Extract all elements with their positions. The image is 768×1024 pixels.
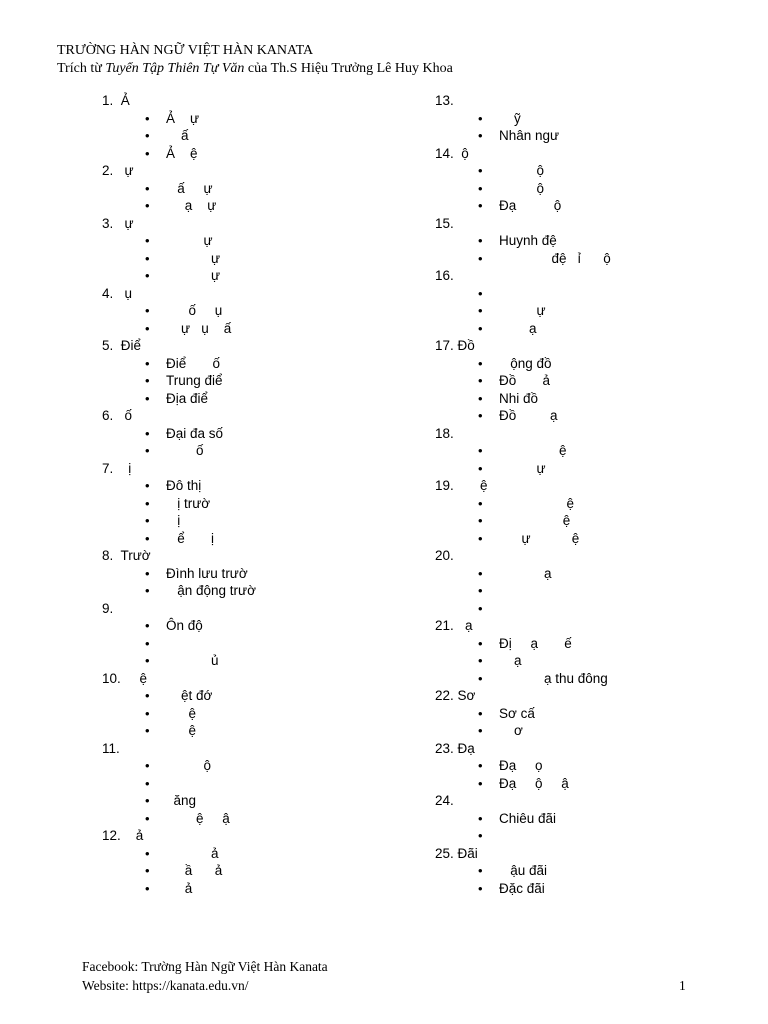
bullet-icon: • xyxy=(478,670,483,686)
sub-item-text: ệ xyxy=(499,443,567,458)
list-item xyxy=(435,687,735,740)
sub-item-text: ệ xyxy=(166,705,197,721)
item-heading: 16. xyxy=(435,268,454,283)
sub-item xyxy=(435,565,735,583)
sub-item xyxy=(435,285,735,303)
list-item xyxy=(435,477,735,547)
item-heading: 7. ị xyxy=(102,460,132,476)
sub-item xyxy=(435,705,735,723)
sub-item xyxy=(435,530,735,548)
bullet-icon: • xyxy=(478,128,483,143)
sub-item xyxy=(435,390,735,408)
item-heading: 2. ự xyxy=(102,163,134,178)
sub-item-text: ệ xyxy=(499,513,571,528)
list-item xyxy=(435,792,735,845)
sub-item-text: Địa điể xyxy=(166,390,209,406)
bullet-icon: • xyxy=(478,530,483,546)
list-item xyxy=(102,460,402,548)
bullet-icon: • xyxy=(478,233,483,248)
item-heading: 22. Sơ xyxy=(435,688,476,703)
sub-item-text: ạ xyxy=(499,565,552,581)
sub-item-text: ự xyxy=(499,303,546,318)
sub-item-text: ận động trườ xyxy=(166,583,256,598)
bullet-icon: • xyxy=(145,793,150,808)
sub-item-text: ệ xyxy=(166,723,197,738)
bullet-icon: • xyxy=(145,145,150,161)
bullet-icon: • xyxy=(478,600,483,616)
bullet-icon: • xyxy=(478,250,483,266)
sub-item-text: Đạ ọ xyxy=(499,758,543,773)
source-prefix: Trích từ xyxy=(57,61,106,76)
sub-item xyxy=(102,197,402,215)
sub-item-text: ự ụ ấ xyxy=(166,320,232,336)
list-item xyxy=(435,425,735,478)
list-item xyxy=(435,845,735,898)
bullet-icon: • xyxy=(478,723,483,738)
sub-item xyxy=(102,145,402,163)
item-heading: 14. ộ xyxy=(435,145,469,161)
list-item xyxy=(102,670,402,740)
sub-item-text: Huynh đệ xyxy=(499,233,557,248)
sub-item xyxy=(102,267,402,285)
sub-item-text: ộng đồ xyxy=(499,355,552,371)
sub-item-text: ệt đớ xyxy=(166,688,213,703)
sub-item xyxy=(102,652,402,670)
bullet-icon: • xyxy=(145,180,150,196)
sub-item xyxy=(102,127,402,145)
sub-item xyxy=(102,862,402,880)
sub-item-text: Đồ ạ xyxy=(499,408,558,423)
sub-item-text: ạ thu đông xyxy=(499,670,608,686)
sub-item xyxy=(435,110,735,128)
sub-item-text: Sơ cấ xyxy=(499,705,535,721)
bullet-icon: • xyxy=(478,880,483,896)
bullet-icon: • xyxy=(145,775,150,791)
sub-item xyxy=(102,775,402,793)
item-heading: 8. Trườ xyxy=(102,548,151,563)
bullet-icon: • xyxy=(478,758,483,773)
list-item xyxy=(102,162,402,215)
list-item xyxy=(435,267,735,337)
sub-item-text: ố ụ xyxy=(166,303,223,318)
sub-item-text: ạ ự xyxy=(166,198,217,213)
sub-item xyxy=(102,425,402,443)
sub-item xyxy=(435,880,735,898)
sub-item-text: Nhân ngư xyxy=(499,128,560,143)
sub-item xyxy=(102,845,402,863)
sub-item-text: Đại đa số xyxy=(166,425,224,441)
sub-item-text: ậu đãi xyxy=(499,863,548,878)
sub-item-text: Đặc đãi xyxy=(499,880,545,896)
sub-item-text: Ả ự xyxy=(166,110,200,126)
sub-item xyxy=(435,495,735,513)
bullet-icon: • xyxy=(478,285,483,301)
sub-item-text: đệ ỉ ộ xyxy=(499,250,611,266)
list-item xyxy=(435,617,735,687)
bullet-icon: • xyxy=(478,163,483,178)
list-item xyxy=(435,740,735,793)
bullet-icon: • xyxy=(145,688,150,703)
list-item xyxy=(102,407,402,460)
list-item xyxy=(435,337,735,425)
bullet-icon: • xyxy=(478,180,483,196)
item-heading: 6. ố xyxy=(102,408,133,423)
sub-item xyxy=(435,127,735,145)
bullet-icon: • xyxy=(478,495,483,511)
bullet-icon: • xyxy=(478,513,483,528)
list-item xyxy=(435,547,735,617)
sub-item xyxy=(435,197,735,215)
sub-item-text: ể ị xyxy=(166,530,215,546)
sub-item-text: ăng xyxy=(166,793,197,808)
item-heading: 15. xyxy=(435,215,454,231)
sub-item-text: ạ xyxy=(499,653,522,668)
sub-item-text: Điể ố xyxy=(166,355,221,371)
bullet-icon: • xyxy=(145,653,150,668)
bullet-icon: • xyxy=(145,583,150,598)
bullet-icon: • xyxy=(478,705,483,721)
sub-item-text: ự xyxy=(166,268,221,283)
bullet-icon: • xyxy=(145,478,150,493)
bullet-icon: • xyxy=(478,775,483,791)
sub-item-text: ộ xyxy=(166,758,212,773)
list-item xyxy=(435,92,735,145)
sub-item xyxy=(102,565,402,583)
footer-website: Website: https://kanata.edu.vn/ xyxy=(82,978,249,993)
bullet-icon: • xyxy=(478,863,483,878)
bullet-icon: • xyxy=(145,513,150,528)
bullet-icon: • xyxy=(478,565,483,581)
item-heading: 23. Đạ xyxy=(435,740,475,756)
sub-item xyxy=(102,687,402,705)
sub-item-text: Đô thị xyxy=(166,478,202,493)
sub-item xyxy=(102,512,402,530)
sub-item-text: ị trườ xyxy=(166,495,211,511)
bullet-icon: • xyxy=(145,373,150,388)
left-column xyxy=(102,92,402,897)
sub-item xyxy=(102,617,402,635)
sub-item-text: ấ xyxy=(166,128,189,143)
sub-item xyxy=(435,162,735,180)
bullet-icon: • xyxy=(478,460,483,476)
bullet-icon: • xyxy=(478,320,483,336)
list-item xyxy=(102,827,402,897)
item-heading: 13. xyxy=(435,93,454,108)
sub-item-text: ự ệ xyxy=(499,530,580,546)
list-item xyxy=(102,215,402,285)
sub-item xyxy=(435,722,735,740)
sub-item-text: ự xyxy=(166,233,213,248)
bullet-icon: • xyxy=(145,128,150,143)
sub-item xyxy=(435,810,735,828)
bullet-icon: • xyxy=(145,303,150,318)
item-heading: 10. ệ xyxy=(102,670,148,686)
bullet-icon: • xyxy=(478,828,483,843)
sub-item-text: Đạ ộ ậ xyxy=(499,775,569,791)
sub-item-text: ệ ậ xyxy=(166,810,230,826)
sub-item-text: ả xyxy=(166,845,219,861)
source-title: Tuyển Tập Thiên Tự Văn xyxy=(105,61,245,76)
list-item xyxy=(102,285,402,338)
sub-item xyxy=(102,390,402,408)
sub-item xyxy=(435,652,735,670)
sub-item-text: ơ xyxy=(499,723,523,738)
sub-item xyxy=(435,250,735,268)
sub-item-text: Đình lưu trườ xyxy=(166,565,248,581)
bullet-icon: • xyxy=(145,198,150,213)
item-heading: 20. xyxy=(435,548,454,563)
sub-item xyxy=(435,757,735,775)
bullet-icon: • xyxy=(478,303,483,318)
sub-item-text: ệ xyxy=(499,495,575,511)
sub-item xyxy=(102,232,402,250)
sub-item-text: Trung điể xyxy=(166,373,223,388)
item-heading: 5. Điể xyxy=(102,338,142,353)
sub-item xyxy=(435,670,735,688)
bullet-icon: • xyxy=(478,110,483,126)
bullet-icon: • xyxy=(145,233,150,248)
item-heading: 4. ụ xyxy=(102,285,133,301)
bullet-icon: • xyxy=(145,845,150,861)
bullet-icon: • xyxy=(145,390,150,406)
school-title: TRƯỜNG HÀN NGỮ VIỆT HÀN KANATA xyxy=(57,43,314,58)
list-item xyxy=(102,92,402,162)
sub-item xyxy=(435,355,735,373)
sub-item xyxy=(102,495,402,513)
sub-item xyxy=(102,810,402,828)
item-heading: 24. xyxy=(435,793,454,808)
bullet-icon: • xyxy=(145,268,150,283)
sub-item-text: ố xyxy=(166,443,204,458)
sub-item-text: Ả ệ xyxy=(166,145,198,161)
sub-item xyxy=(102,635,402,653)
source-line xyxy=(57,61,453,77)
sub-item xyxy=(435,180,735,198)
right-column xyxy=(435,92,735,897)
sub-item-text: ủ xyxy=(166,653,219,668)
bullet-icon: • xyxy=(145,110,150,126)
sub-item xyxy=(435,372,735,390)
sub-item-text: ạ xyxy=(499,320,537,336)
sub-item-text: ự xyxy=(166,250,221,266)
list-item xyxy=(102,337,402,407)
item-heading: 12. ả xyxy=(102,828,144,843)
sub-item-text: ả xyxy=(166,880,193,896)
sub-item xyxy=(102,722,402,740)
sub-item xyxy=(102,792,402,810)
item-heading: 21. ạ xyxy=(435,618,473,633)
sub-item-text: Ôn độ xyxy=(166,618,203,633)
source-suffix: của Th.S Hiệu Trưởng Lê Huy Khoa xyxy=(244,61,453,76)
sub-item-text: ỹ xyxy=(499,110,521,126)
sub-item-text: Đạ ộ xyxy=(499,198,562,213)
sub-item xyxy=(102,110,402,128)
sub-item xyxy=(102,302,402,320)
bullet-icon: • xyxy=(145,635,150,651)
bullet-icon: • xyxy=(478,635,483,651)
item-heading: 19. ệ xyxy=(435,478,488,493)
bullet-icon: • xyxy=(145,880,150,896)
sub-item xyxy=(435,600,735,618)
sub-item-text: ấ ự xyxy=(166,180,213,196)
sub-item-text: Chiêu đãi xyxy=(499,810,557,826)
sub-item-text: Đị ạ ế xyxy=(499,635,572,651)
bullet-icon: • xyxy=(145,443,150,458)
list-item xyxy=(435,145,735,215)
item-heading: 25. Đãi xyxy=(435,845,478,861)
sub-item xyxy=(102,477,402,495)
sub-item-text: ộ xyxy=(499,163,545,178)
list-item xyxy=(435,215,735,268)
item-heading: 1. Ả xyxy=(102,93,130,108)
page-number: 1 xyxy=(679,978,686,993)
footer-facebook: Facebook: Trường Hàn Ngữ Việt Hàn Kanata xyxy=(82,959,328,974)
bullet-icon: • xyxy=(145,863,150,878)
bullet-icon: • xyxy=(145,705,150,721)
sub-item xyxy=(102,705,402,723)
sub-item xyxy=(435,512,735,530)
sub-item xyxy=(102,320,402,338)
sub-item xyxy=(435,460,735,478)
sub-item xyxy=(102,372,402,390)
sub-item xyxy=(435,407,735,425)
bullet-icon: • xyxy=(478,653,483,668)
item-heading: 11. xyxy=(102,740,120,756)
list-item xyxy=(102,740,402,828)
bullet-icon: • xyxy=(145,355,150,371)
sub-item-text: ự xyxy=(499,460,546,476)
bullet-icon: • xyxy=(145,758,150,773)
item-heading: 9. xyxy=(102,600,114,616)
bullet-icon: • xyxy=(478,198,483,213)
sub-item-text: Đồ ả xyxy=(499,373,551,388)
sub-item xyxy=(435,862,735,880)
bullet-icon: • xyxy=(145,495,150,511)
bullet-icon: • xyxy=(145,425,150,441)
bullet-icon: • xyxy=(478,390,483,406)
bullet-icon: • xyxy=(478,373,483,388)
bullet-icon: • xyxy=(478,810,483,826)
sub-item xyxy=(102,757,402,775)
bullet-icon: • xyxy=(145,530,150,546)
sub-item xyxy=(435,442,735,460)
sub-item-text: ị xyxy=(166,513,181,528)
sub-item-text: ầ ả xyxy=(166,863,223,878)
bullet-icon: • xyxy=(145,565,150,581)
sub-item xyxy=(435,302,735,320)
sub-item xyxy=(102,355,402,373)
sub-item xyxy=(435,582,735,600)
bullet-icon: • xyxy=(478,583,483,598)
sub-item xyxy=(435,232,735,250)
bullet-icon: • xyxy=(478,408,483,423)
sub-item xyxy=(435,775,735,793)
sub-item xyxy=(102,582,402,600)
item-heading: 3. ự xyxy=(102,215,134,231)
bullet-icon: • xyxy=(145,723,150,738)
sub-item xyxy=(102,250,402,268)
bullet-icon: • xyxy=(145,320,150,336)
sub-item xyxy=(102,880,402,898)
bullet-icon: • xyxy=(478,443,483,458)
sub-item xyxy=(435,827,735,845)
sub-item xyxy=(102,180,402,198)
item-heading: 17. Đồ xyxy=(435,338,475,353)
sub-item xyxy=(102,530,402,548)
sub-item xyxy=(435,320,735,338)
list-item xyxy=(102,547,402,600)
bullet-icon: • xyxy=(145,618,150,633)
list-item xyxy=(102,600,402,670)
sub-item xyxy=(102,442,402,460)
bullet-icon: • xyxy=(145,810,150,826)
item-heading: 18. xyxy=(435,425,454,441)
bullet-icon: • xyxy=(145,250,150,266)
sub-item-text: ộ xyxy=(499,180,545,196)
sub-item xyxy=(435,635,735,653)
bullet-icon: • xyxy=(478,355,483,371)
sub-item-text: Nhi đồ xyxy=(499,390,539,406)
